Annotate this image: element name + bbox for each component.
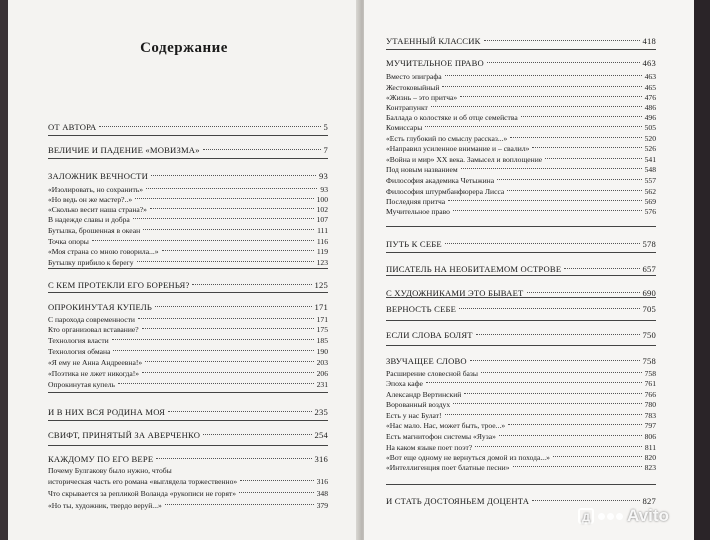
toc-entry-title: Комиссары [386, 123, 423, 132]
toc-entry [48, 246, 328, 257]
toc-entry-page: 820 [644, 453, 656, 462]
toc-leader-dots [138, 318, 314, 319]
toc-entry-title: «Поэтика не лжет никогда!» [48, 369, 140, 378]
toc-entry-title: «Но ведь он же мастер?..» [48, 195, 133, 204]
toc-entry [386, 143, 656, 154]
toc-entry-title: Технология обмана [48, 347, 111, 356]
toc-entry [386, 356, 656, 367]
toc-entry [48, 280, 328, 291]
toc-entry-title: «Нас мало. Нас, может быть, трое...» [386, 421, 506, 430]
toc-leader-dots [445, 414, 642, 415]
toc-leader-dots [150, 208, 314, 209]
toc-entry-title: «Изолировать, но сохранить» [48, 185, 144, 194]
toc-entry-page: 463 [642, 58, 656, 68]
avito-watermark [578, 506, 669, 526]
toc-leader-dots [143, 229, 314, 230]
toc-entry-page: 254 [314, 430, 328, 440]
toc-entry [48, 324, 328, 335]
toc-entry-title: ОПРОКИНУТАЯ КУПЕЛЬ [48, 302, 152, 312]
toc-right [386, 0, 656, 540]
right-page [364, 0, 694, 540]
toc-entry [386, 71, 656, 82]
toc-entry-title: ОТ АВТОРА [48, 122, 97, 132]
toc-leader-dots [460, 96, 641, 97]
toc-leader-dots [484, 40, 640, 41]
toc-entry-title: Мучительное право [386, 207, 450, 216]
toc-entry-page: 7 [323, 145, 328, 155]
toc-leader-dots [239, 492, 314, 493]
toc-entry [386, 420, 656, 431]
toc-entry-page: 761 [644, 379, 656, 388]
toc-entry-title: «Вот еще одному не вернуться домой из похода...» [386, 453, 550, 462]
toc-entry-page: 111 [317, 226, 328, 235]
toc-entry [48, 225, 328, 236]
toc-leader-dots [532, 500, 639, 501]
toc-leader-dots [203, 434, 311, 435]
avito-box-icon: Д [578, 508, 594, 524]
toc-entry-page: 190 [316, 347, 328, 356]
toc-entry-title: В надежде славы и добра [48, 215, 130, 224]
toc-entry-page: 125 [314, 280, 328, 290]
toc-entry [48, 500, 328, 511]
toc-entry [48, 476, 328, 487]
toc-entry [386, 399, 656, 410]
toc-entry-page: 476 [644, 93, 656, 102]
toc-leader-dots [464, 393, 641, 394]
toc-entry [386, 239, 656, 250]
toc-entry-title: Философия штурмбанфюрера Лисса [386, 187, 505, 196]
toc-entry-title: Контрапункт [386, 103, 428, 112]
toc-entry-page: 548 [644, 165, 656, 174]
toc-entry-page: 823 [644, 463, 656, 472]
toc-entry-page: 102 [316, 205, 328, 214]
toc-entry-title: Последняя притча [386, 197, 446, 206]
toc-entry-title: «Война и мир» XX века. Замысел и воплощение [386, 155, 543, 164]
toc-entry-page: 486 [644, 103, 656, 112]
toc-entry [48, 379, 328, 390]
toc-entry [48, 171, 328, 182]
toc-entry-title: Опрокинутая купель [48, 380, 115, 389]
toc-leader-dots [527, 292, 640, 293]
toc-entry-title: И СТАТЬ ДОСТОЯНЬЕМ ДОЦЕНТА [386, 496, 530, 506]
toc-leader-dots [92, 240, 314, 241]
toc-entry [386, 122, 656, 133]
toc-entry-page: 348 [316, 489, 328, 498]
toc-entry-page: 93 [319, 171, 328, 181]
toc-leader-dots [499, 435, 642, 436]
section-divider [386, 484, 656, 485]
toc-entry-page: 463 [644, 72, 656, 81]
toc-leader-dots [156, 458, 311, 459]
toc-entry [48, 430, 328, 441]
toc-entry-page: 5 [323, 122, 328, 132]
toc-entry-page: 175 [316, 325, 328, 334]
toc-entry [48, 454, 328, 465]
toc-entry-page: 100 [316, 195, 328, 204]
toc-leader-dots [151, 175, 316, 176]
toc-entry [386, 164, 656, 175]
toc-entry-page: 206 [316, 369, 328, 378]
toc-entry-page: 93 [320, 185, 328, 194]
toc-entry-page: 541 [644, 155, 656, 164]
toc-entry [386, 175, 656, 186]
toc-entry-title: Баллада о колостяке и об отце семейства [386, 113, 518, 122]
toc-entry [386, 58, 656, 69]
toc-entry-title: «Есть глубокий по смыслу рассказ...» [386, 134, 508, 143]
toc-leader-dots [513, 466, 642, 467]
toc-leader-dots [476, 334, 640, 335]
toc-entry-page: 690 [642, 288, 656, 298]
toc-leader-dots [145, 361, 313, 362]
toc-entry-page: 203 [316, 358, 328, 367]
toc-entry-title: Расширение словесной базы [386, 369, 479, 378]
section-divider [48, 135, 328, 136]
toc-entry-page: 107 [316, 215, 328, 224]
toc-entry-page: 806 [644, 432, 656, 441]
toc-leader-dots [442, 86, 641, 87]
toc-leader-dots [426, 382, 642, 383]
toc-entry [386, 431, 656, 442]
toc-entry-page: 758 [644, 369, 656, 378]
toc-leader-dots [481, 372, 642, 373]
toc-entry-title: «Моя страна со мною говорила...» [48, 247, 159, 256]
toc-leader-dots [137, 261, 314, 262]
section-divider [386, 345, 656, 346]
toc-leader-dots [564, 268, 639, 269]
section-divider [48, 420, 328, 421]
toc-entry-title: «Но ты, художник, твердо веруй...» [48, 501, 162, 510]
toc-entry-page: 465 [644, 83, 656, 92]
toc-entry [386, 462, 656, 473]
toc-entry [48, 302, 328, 313]
toc-leader-dots [165, 504, 314, 505]
toc-entry-page: 758 [642, 356, 656, 366]
toc-entry-title: Технология власти [48, 336, 109, 345]
toc-leader-dots [521, 116, 642, 117]
toc-entry-page: 576 [644, 207, 656, 216]
toc-leader-dots [448, 200, 641, 201]
toc-entry-title: МУЧИТЕЛЬНОЕ ПРАВО [386, 58, 484, 68]
toc-entry-title: Жестоковыйный [386, 83, 440, 92]
section-divider [48, 392, 328, 393]
toc-leader-dots [497, 179, 641, 180]
toc-entry-page: 119 [316, 247, 328, 256]
toc-left [48, 0, 328, 540]
toc-entry-title: историческая часть его романа «выглядела торжественно» [48, 477, 238, 486]
toc-entry-title: «Интеллигенция поет блатные песни» [386, 463, 510, 472]
toc-entry [48, 346, 328, 357]
toc-entry-title: ЕСЛИ СЛОВА БОЛЯТ [386, 330, 473, 340]
toc-leader-dots [99, 126, 320, 127]
toc-entry-title: Что скрывается за репликой Воланда «рукописи не горят» [48, 489, 237, 498]
section-divider [48, 268, 328, 269]
toc-entry [48, 145, 328, 156]
toc-entry [48, 122, 328, 133]
section-divider [48, 445, 328, 446]
section-divider [386, 226, 656, 227]
toc-leader-dots [508, 424, 641, 425]
toc-leader-dots [135, 198, 313, 199]
toc-entry-page: 123 [316, 258, 328, 267]
toc-leader-dots [113, 350, 313, 351]
toc-entry-title: Почему Булгакову было нужно, чтобы [48, 466, 172, 475]
toc-entry-title: Есть у нас Булат! [386, 411, 442, 420]
toc-entry-page: 496 [644, 113, 656, 122]
toc-entry-page: 569 [644, 197, 656, 206]
toc-entry-title: Ворованный воздух [386, 400, 451, 409]
toc-leader-dots [192, 284, 311, 285]
toc-entry-page: 578 [642, 239, 656, 249]
toc-entry-title: «Направил усиленное внимание и – свалил» [386, 144, 530, 153]
toc-leader-dots [453, 403, 641, 404]
toc-entry-page: 750 [642, 330, 656, 340]
toc-entry [48, 357, 328, 368]
section-divider [386, 275, 656, 276]
toc-entry-page: 171 [316, 315, 328, 324]
toc-leader-dots [142, 328, 314, 329]
toc-entry-title: ПИСАТЕЛЬ НА НЕОБИТАЕМОМ ОСТРОВЕ [386, 264, 562, 274]
toc-leader-dots [475, 446, 642, 447]
toc-entry-title: Эпоха кафе [386, 379, 423, 388]
toc-entry [386, 36, 656, 47]
toc-leader-dots [168, 411, 312, 412]
toc-leader-dots [155, 306, 312, 307]
toc-entry-page: 316 [314, 454, 328, 464]
toc-entry [386, 330, 656, 341]
toc-entry-title: Под новым названием [386, 165, 458, 174]
section-divider [386, 320, 656, 321]
avito-brand: Avito [627, 506, 669, 525]
toc-leader-dots [425, 126, 641, 127]
toc-leader-dots [203, 149, 321, 150]
toc-entry-page: 316 [316, 477, 328, 486]
toc-entry [48, 465, 328, 476]
toc-entry-title: Есть магнитофон системы «Яуза» [386, 432, 496, 441]
toc-entry [386, 206, 656, 217]
toc-entry [48, 407, 328, 418]
toc-leader-dots [510, 137, 641, 138]
page-title: Содержание [140, 40, 228, 56]
toc-leader-dots [445, 75, 642, 76]
section-divider [386, 49, 656, 50]
toc-entry-page: 797 [644, 421, 656, 430]
toc-entry-page: 780 [644, 400, 656, 409]
toc-leader-dots [133, 218, 314, 219]
toc-entry-title: И В НИХ ВСЯ РОДИНА МОЯ [48, 407, 165, 417]
toc-leader-dots [142, 372, 314, 373]
toc-leader-dots [553, 456, 642, 457]
page-edge [694, 0, 710, 540]
toc-entry-title: С парохода современности [48, 315, 135, 324]
toc-entry-title: «Жизнь – это притча» [386, 93, 458, 102]
toc-entry-title: ЗАЛОЖНИК ВЕЧНОСТИ [48, 171, 148, 181]
toc-entry-page: 231 [316, 380, 328, 389]
toc-entry-page: 520 [644, 134, 656, 143]
toc-entry-title: Бутылка, брошенная в океан [48, 226, 141, 235]
toc-entry-title: ВЕЛИЧИЕ И ПАДЕНИЕ «МОВИЗМА» [48, 145, 200, 155]
toc-leader-dots [507, 190, 641, 191]
toc-leader-dots [112, 339, 314, 340]
toc-entry-title: Кто организовал вставание? [48, 325, 139, 334]
toc-entry-title: На каком языке поет поэт? [386, 443, 473, 452]
toc-entry-title: ЗВУЧАЩЕЕ СЛОВО [386, 356, 467, 366]
toc-entry-title: ПУТЬ К СЕБЕ [386, 239, 442, 249]
toc-entry [48, 488, 328, 499]
toc-entry [48, 257, 328, 268]
toc-entry-title: Философия академика Четыжина [386, 176, 495, 185]
toc-entry-page: 811 [644, 443, 656, 452]
toc-entry [48, 335, 328, 346]
toc-entry-title: С КЕМ ПРОТЕКЛИ ЕГО БОРЕНЬЯ? [48, 280, 190, 290]
toc-entry-page: 418 [642, 36, 656, 46]
left-page [8, 0, 360, 540]
toc-entry-page: 557 [644, 176, 656, 185]
toc-leader-dots [431, 106, 642, 107]
toc-entry [386, 304, 656, 315]
toc-entry-title: СВИФТ, ПРИНЯТЫЙ ЗА АВЕРЧЕНКО [48, 430, 201, 440]
toc-entry-page: 827 [642, 496, 656, 506]
toc-entry-title: «Сколько весит наша страна?» [48, 205, 147, 214]
toc-entry-title: Вместо эпиграфа [386, 72, 442, 81]
toc-entry [48, 214, 328, 225]
toc-entry-title: Точка опоры [48, 237, 89, 246]
toc-entry-title: «Я ему не Анна Андреевна!» [48, 358, 143, 367]
toc-leader-dots [545, 158, 641, 159]
toc-entry-page: 705 [642, 304, 656, 314]
toc-leader-dots [146, 188, 317, 189]
avito-dots-icon [598, 513, 623, 520]
toc-entry-title: Бутылку прибило к берегу [48, 258, 134, 267]
toc-entry-page: 783 [644, 411, 656, 420]
toc-entry-title: Александр Вертинский [386, 390, 462, 399]
section-divider [48, 292, 328, 293]
toc-entry-title: УТАЕННЫЙ КЛАССИК [386, 36, 481, 46]
toc-entry-page: 562 [644, 187, 656, 196]
toc-entry-page: 526 [644, 144, 656, 153]
toc-entry-page: 185 [316, 336, 328, 345]
toc-entry [386, 378, 656, 389]
toc-leader-dots [459, 308, 639, 309]
section-divider [386, 297, 656, 298]
toc-entry-title: С ХУДОЖНИКАМИ ЭТО БЫВАЕТ [386, 288, 524, 298]
toc-leader-dots [461, 168, 642, 169]
toc-leader-dots [118, 383, 314, 384]
toc-entry-page: 379 [316, 501, 328, 510]
toc-entry [386, 264, 656, 275]
toc-leader-dots [445, 243, 640, 244]
toc-entry-title: КАЖДОМУ ПО ЕГО ВЕРЕ [48, 454, 154, 464]
toc-entry-page: 766 [644, 390, 656, 399]
toc-entry-title: ВЕРНОСТЬ СЕБЕ [386, 304, 457, 314]
toc-entry-page: 171 [314, 302, 328, 312]
toc-leader-dots [453, 210, 642, 211]
toc-leader-dots [240, 480, 313, 481]
toc-entry-page: 116 [316, 237, 328, 246]
toc-entry-page: 235 [314, 407, 328, 417]
toc-leader-dots [470, 360, 640, 361]
toc-entry-page: 657 [642, 264, 656, 274]
toc-leader-dots [532, 147, 641, 148]
section-divider [386, 252, 656, 253]
toc-entry [48, 368, 328, 379]
section-divider [48, 158, 328, 159]
toc-entry-page: 505 [644, 123, 656, 132]
toc-leader-dots [162, 250, 314, 251]
toc-leader-dots [487, 62, 640, 63]
